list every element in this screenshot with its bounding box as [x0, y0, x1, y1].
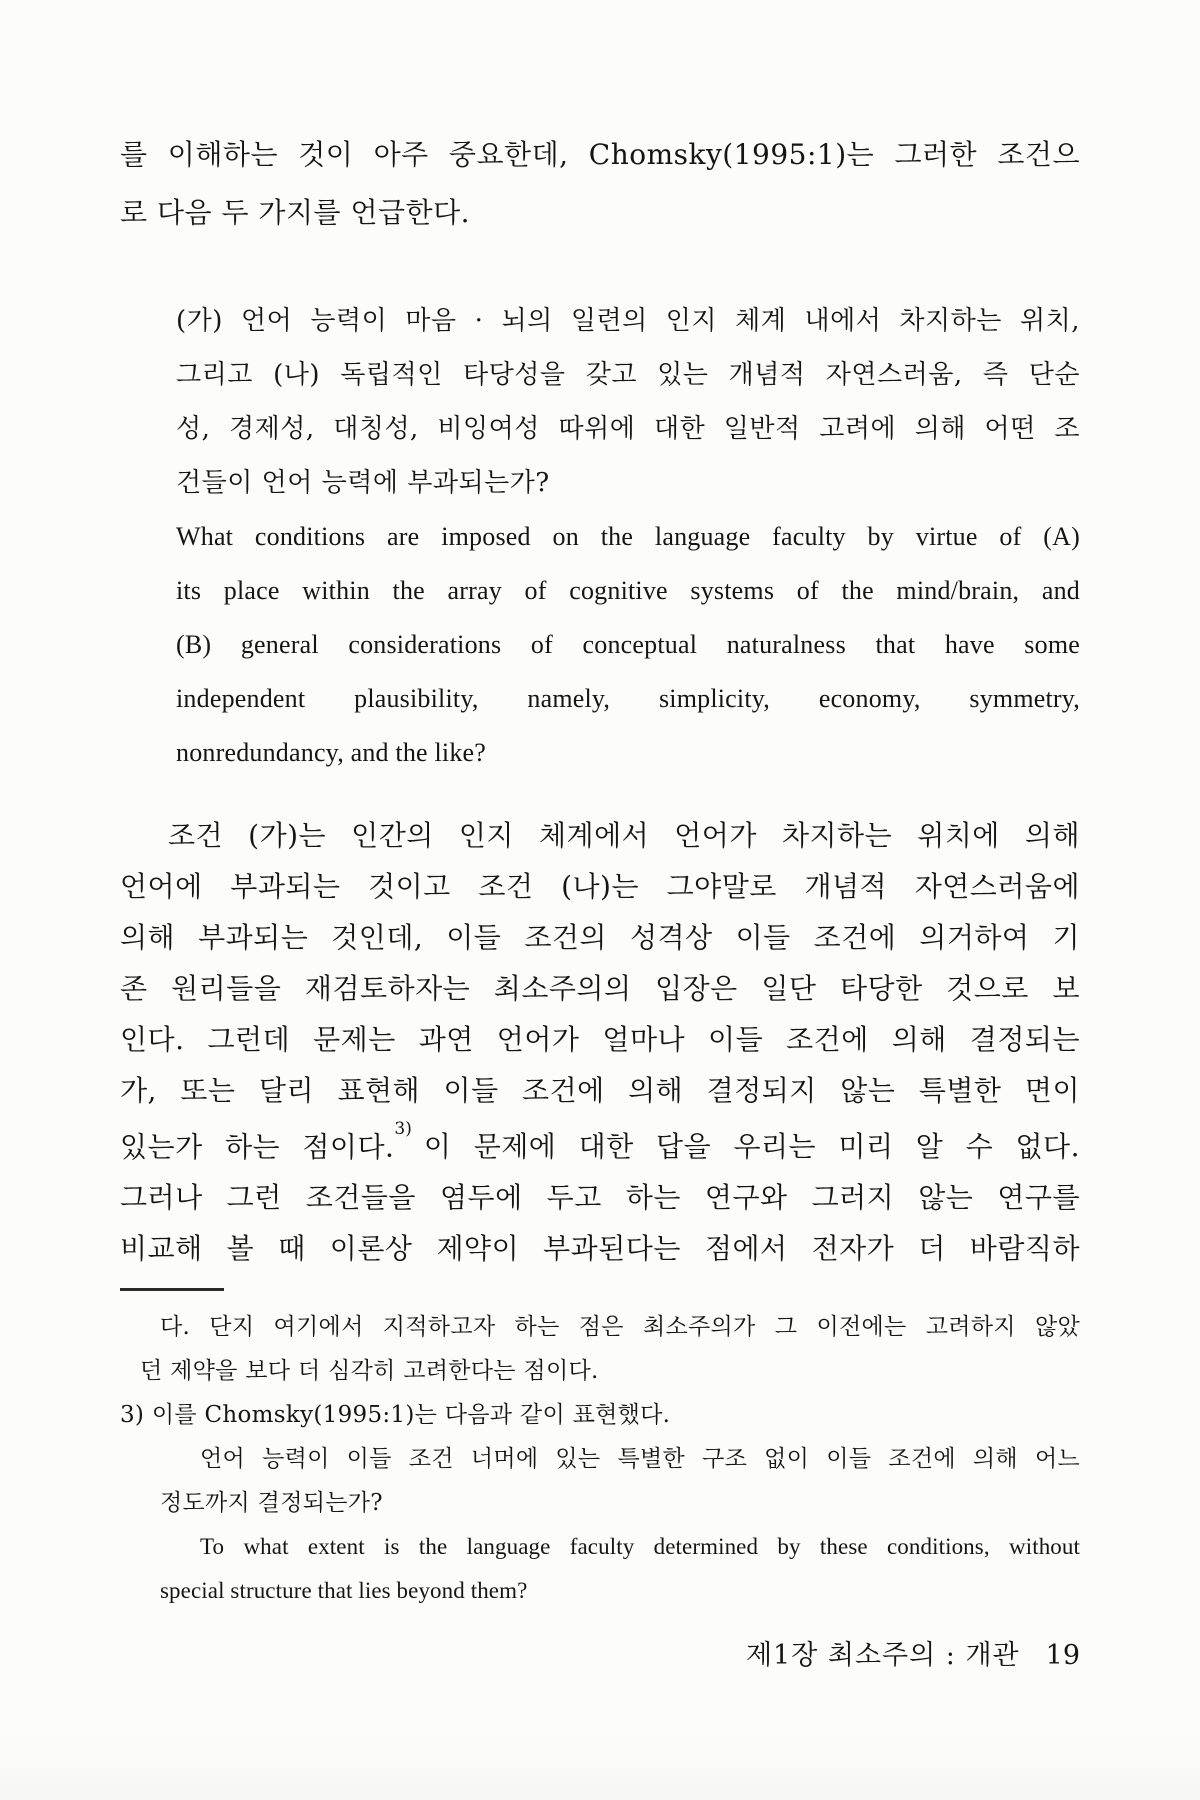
- footnote-3-english-line: To what extent is the language faculty determined by these conditions, without: [200, 1534, 1080, 1560]
- footnote-3-korean-line: 정도까지 결정되는가?: [160, 1490, 383, 1517]
- body-text: 이 문제에 대한 답을 우리는 미리 알 수 없다.: [423, 1130, 1081, 1164]
- quote-korean-line: 그리고 (나) 독립적인 타당성을 갖고 있는 개념적 자연스러움, 즉 단순: [176, 360, 1080, 390]
- body-text: 있는가 하는 점이다.: [120, 1130, 395, 1164]
- running-title: 제1장 최소주의 : 개관: [745, 1640, 1020, 1672]
- quote-english-line: independent plausibility, namely, simplicity, economy, symmetry,: [176, 684, 1080, 713]
- intro-paragraph: [120, 126, 1080, 242]
- body-line: 비교해 볼 때 이론상 제약이 부과된다는 점에서 전자가 더 바람직하: [120, 1232, 1080, 1266]
- footnote-separator-rule: [120, 1288, 224, 1291]
- quote-korean-line: 성, 경제성, 대칭성, 비잉여성 따위에 대한 일반적 고려에 의해 어떤 조: [176, 414, 1080, 444]
- quote-english-line: What conditions are imposed on the language faculty by virtue of (A): [176, 522, 1080, 551]
- page-number: 19: [1045, 1640, 1080, 1672]
- discussion-paragraph: [120, 810, 1080, 1274]
- body-line: 가, 또는 달리 표현해 이들 조건에 의해 결정되지 않는 특별한 면이: [120, 1074, 1080, 1107]
- quote-english-line: (B) general considerations of conceptual naturalness that have some: [176, 630, 1080, 659]
- quote-korean-line: 건들이 언어 능력에 부과되는가?: [176, 468, 550, 498]
- footnotes-block: [120, 1305, 1080, 1613]
- body-line: 그러나 그런 조건들을 염두에 두고 하는 연구와 그러지 않는 연구를: [120, 1181, 1080, 1215]
- body-line-with-footnote-ref: [120, 1116, 1080, 1172]
- footnote-continuation-line: 던 제약을 보다 더 심각히 고려한다는 점이다.: [140, 1358, 599, 1385]
- body-line: 를 이해하는 것이 아주 중요한데, Chomsky(1995:1)는 그러한 조건으: [120, 138, 1080, 171]
- body-line: 존 원리들을 재검토하자는 최소주의의 입장은 일단 타당한 것으로 보: [120, 972, 1080, 1005]
- body-line: 로 다음 두 가지를 언급한다.: [120, 196, 471, 229]
- page-footer: [120, 1639, 1080, 1673]
- quote-korean-line: (가) 언어 능력이 마음 · 뇌의 일련의 인지 체계 내에서 차지하는 위치,: [176, 306, 1080, 336]
- footnote-3-korean-line: 언어 능력이 이들 조건 너머에 있는 특별한 구조 없이 이들 조건에 의해 어느: [200, 1446, 1080, 1473]
- body-line: 언어에 부과되는 것이고 조건 (나)는 그야말로 개념적 자연스러움에: [120, 870, 1080, 903]
- body-line: 조건 (가)는 인간의 인지 체계에서 언어가 차지하는 위치에 의해: [168, 819, 1080, 852]
- footnote-continuation-line: 다. 단지 여기에서 지적하고자 하는 점은 최소주의가 그 이전에는 고려하지 않았: [160, 1314, 1080, 1341]
- footnote-ref-3: 3): [394, 1119, 412, 1139]
- quote-english-line: its place within the array of cognitive systems of the mind/brain, and: [176, 576, 1080, 605]
- footnote-3-english-line: special structure that lies beyond them?: [160, 1578, 528, 1604]
- body-line: 의해 부과되는 것인데, 이들 조건의 성격상 이들 조건에 의거하여 기: [120, 921, 1080, 954]
- block-quote: [176, 294, 1080, 780]
- footnote-3-label-line: 3) 이를 Chomsky(1995:1)는 다음과 같이 표현했다.: [120, 1402, 671, 1429]
- quote-english-line: nonredundancy, and the like?: [176, 738, 487, 767]
- body-line: 인다. 그런데 문제는 과연 언어가 얼마나 이들 조건에 의해 결정되는: [120, 1023, 1080, 1056]
